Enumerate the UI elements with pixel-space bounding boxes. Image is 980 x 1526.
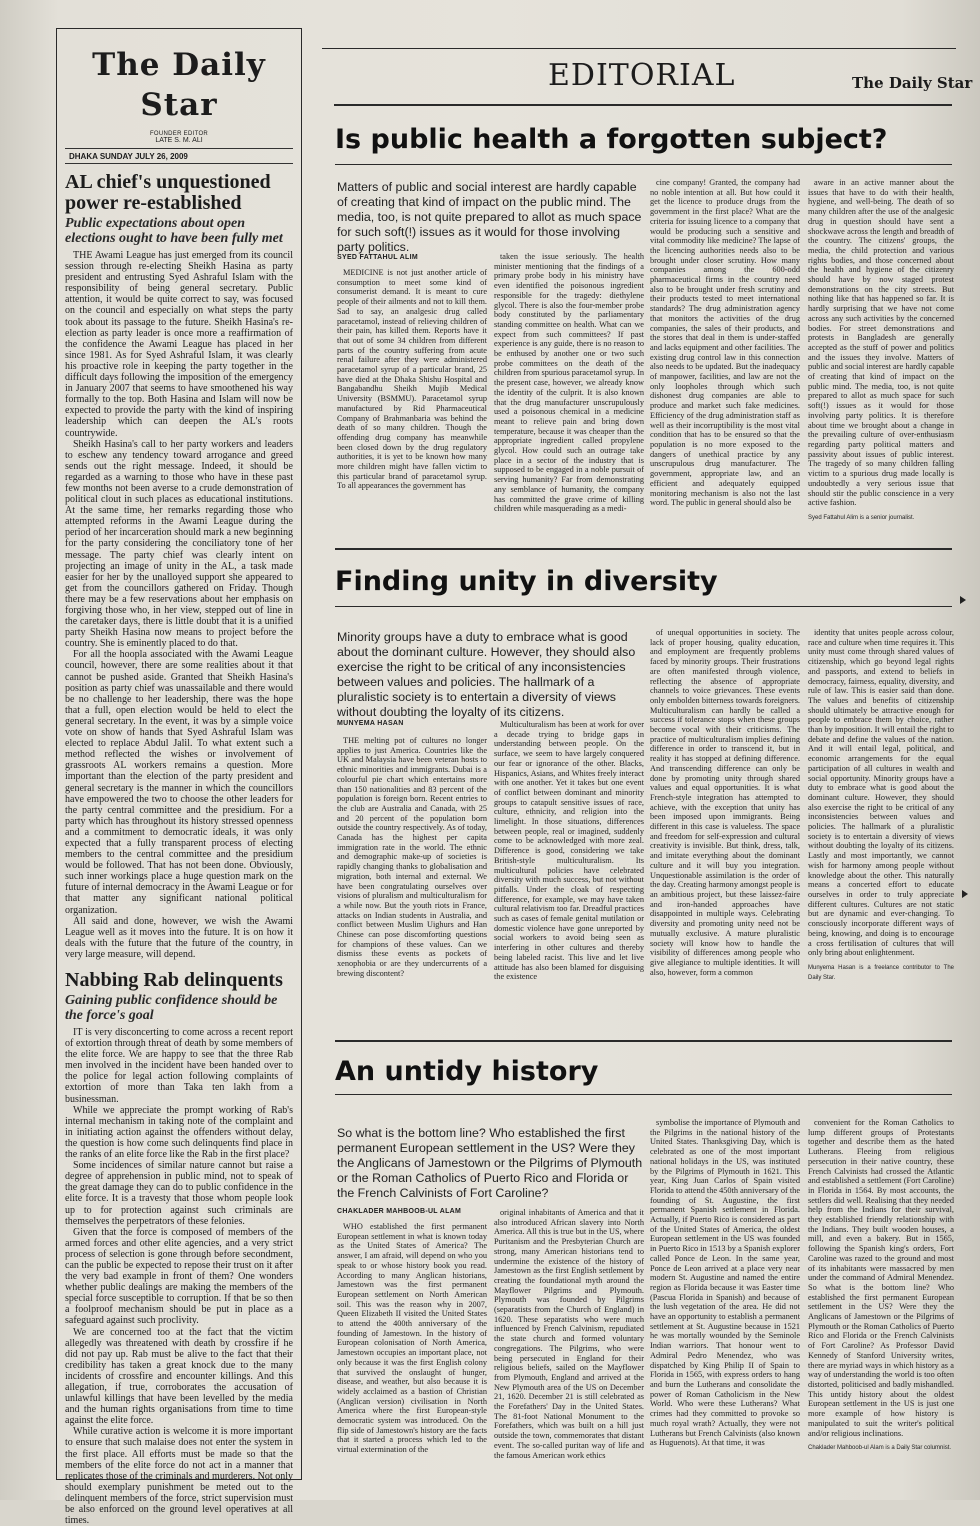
header-bottom-rule — [334, 104, 952, 106]
article-byline: SYED FATTAHUL ALIM — [337, 254, 418, 261]
article-standfirst: So what is the bottom line? Who established the first permanent European settlement in the US? Were they the Anglicans of Jamestown or the Pilgrims of Plymouth or the Roman Catholics of Puerto Rico and Florida or the French Calvinists of Fort Caroline? — [337, 1126, 643, 1200]
article-standfirst: Matters of public and social interest are hardly capable of creating that kind of impact on the public mind. The media, too, is not quite prepared to allot as much space for such soft(!) issues as it would for those involving party politics. — [337, 180, 642, 254]
article-column — [650, 628, 800, 1026]
article-rule — [335, 606, 952, 607]
article-rule — [335, 1094, 952, 1095]
editorial-paragraph: IT is very disconcerting to come across a recent report of extortion through threat of death by some members of the elite force. We are happy to see that the three Rab men involved in the incident have been handed over to the police for legal action following complaints of extortion of more than Taka ten lakh from a businessman. — [65, 1027, 293, 1105]
editorial-headline: AL chief's unquestioned power re-established — [65, 171, 271, 214]
editorial-body — [65, 250, 293, 960]
editorial-paragraph: Sheikh Hasina's call to her party workers and leaders to eschew any tendency toward arrogance and greed sends out the right message. Indeed, it should be regarded as a warning to those who have in these past few months not been averse to a crude demonstration of political clout in such places as educational institutions. At the same time, her remarks regarding those who attempted reforms in the Awami League during the period of her incarceration should mark a new beginning for the party considering the conciliatory tone of her message. The party chief was clearly intent on projecting an image of unity in the AL, a task made easier for her by the unalloyed support she appeared to get from the councillors gathered on Friday. Though there may be a few reservations about her emphasis on forgiving those who, in her view, stepped out of line in the caretaker days, there is little doubt that it is a unified party Sheikh Hasina now means to project before the country. She is eminently placed to do that. — [65, 438, 293, 650]
column-text: WHO established the first permanent European settlement in what is known today as the United States of America? The answer, I am afraid, will depend on who you speak to or whose history book you read. According to many Anglican historians, Jamestown was the first permanent European settlement on North American soil. This was the reason why in 2007, Queen Elizabeth II visited the United States to attend the 400th anniversary of the founding of Jamestown. In the history of European colonisation of North America, Jamestown occupies an important place, not only because it was the first English colony that survived the onslaught of hunger, disease, and weather, but also because it is widely acclaimed as a bastion of Christian (Anglican version) civilisation in North America where the first European-style democratic system was introduced. On the flip side of Jamestown's history are the facts that it started a process which led to the virtual extermination of the — [337, 1222, 487, 1455]
editorial-paragraph: We are concerned too at the fact that the victim allegedly was threatened with death by crossfire if he did not pay up. Rab must be alive to the fact that their credibility has taken a great knock due to the many incidents of crossfire and encounter killings. And this allegation, if true, corroborates the accusation of unlawful killings that have been levelled by the media and the human rights organisations from time to time against the elite force. — [65, 1326, 293, 1427]
article-column — [494, 252, 644, 534]
column-text: symbolise the importance of Plymouth and the Pilgrims in the national history of the United States. Thanksgiving Day, which is celebrated as one of the most important national holidays in the US, was instituted by the Pilgrims of Plymouth in 1621. This year, King Juan Carlos of Spain visited Florida to attend the 450th anniversary of the founding of St. Augustine, the first permanent Spanish settlement in Florida. Actually, if Puerto Rico is considered as part of the United States of America, the oldest European settlement in the US was founded in Puerto Rico in 1513 by a Spanish explorer called Ponce de Leon. In the same year, Ponce de Leon arrived at a place very near modern St. Augustine and named the entire region as Florida because it was Easter time (Pascua Florida in Spanish) and because of the lush vegetation of the area. He did not have an opportunity to establish a permanent settlement at St. Augustine because in 1521 he was mortally wounded by the Seminole Indian warriors. That honour went to Admiral Pedro Menendez, who was dispatched by King Philip II of Spain to Florida in 1565, with express orders to hang and burn the Lutherans and consolidate the power of Roman Catholicism in the New World. Who were these Lutherans? What crimes had they committed to provoke so much royal wrath? Actually, they were not Lutherans but French Calvinists (also known as Huguenots). At that time, it was — [650, 1118, 800, 1448]
article-column — [808, 178, 954, 534]
column-text: Multiculturalism has been at work for over a decade trying to bridge gaps in understanding between people. On the surface, we seem to have largely conquered our fear or ignorance of the other. Blacks, Hispanics, Asians, and Whites freely interact with one another. Yet it takes but one event of conflict between dominant and minority groups to catapult sensitive issues of race, culture, ethnicity, and religion into the limelight. In those situations, differences between people, real or imagined, suddenly come to be acknowledged with more zeal. Difference is good, considering we take British-style multiculturalism. Its multicultural policies have celebrated diversity with much success, but not without pitfalls. Under the cloak of respecting difference, for example, we may have taken cultural relativism too far. Dreadful practices such as cases of female genital mutilation or domestic violence have gone unreported by social workers to avoid being seen as interfering in other cultures and thereby being labeled racist. This live and let live attitude has also been blamed for disguising the existence — [494, 720, 644, 982]
editorial-subhead: Gaining public confidence should be the force's goal — [65, 993, 278, 1023]
author-note: Chaklader Mahboob-ul Alam is a Daily Star columnist. — [808, 1445, 952, 1452]
article-title: Is public health a forgotten subject? — [335, 124, 888, 155]
article-column — [808, 1118, 954, 1480]
article-column — [337, 736, 487, 1026]
article-column — [808, 628, 954, 1026]
founder-label: FOUNDER EDITOR — [149, 131, 209, 137]
article-byline: CHAKLADER MAHBOOB-UL ALAM — [337, 1208, 462, 1215]
header-top-rule — [322, 48, 956, 49]
editorial-paragraph: THE Awami League has just emerged from its council session through re-electing Sheikh Hasina as party president and entrusting Syed Ashraful Islam with the responsibility of being general secretary. Public attention, it would be quite correct to say, was focused on the council and especially on what steps the party took about its passage to the future. Sheikh Hasina's re-election as party leader is once more a reaffirmation of the confidence the Awami League has placed in her since 1981. As for Syed Ashraful Islam, it was clearly his proactive role in keeping the party together in the difficult days following the imposition of the emergency in January 2007 that seems to have smoothened his way formally to the top. Both Hasina and Islam will now be expected to provide the party with the kind of inspiring leadership which can deepen the AL's roots countrywide. — [65, 250, 293, 439]
editorial-paragraph: Some incidences of similar nature cannot but raise a degree of apprehension in public mind, not to speak of the great damage they can do to public confidence in the elite force. It is a travesty that those whom people look up to for protection against such criminals are themselves the perpetrators of these felonies. — [65, 1160, 293, 1227]
article-rule — [335, 164, 952, 165]
editorial-body — [65, 1027, 293, 1526]
article-column — [650, 178, 800, 534]
column-text: identity that unites people across colour, race and culture when time requires it. This unity must come through shared values of citizenship, which go beyond legal rights and passports, and extend to beliefs in democracy, fairness, equality, diversity, and rule of law. This is easier said than done. The values and benefits of citizenship should ultimately be attractive enough for people to embrace them by choice, rather than by imposition. It will entail the right to debate and define the values of the nation. And it will entail legal, political, and economic arrangements for the equal participation of all cultures in wealth and social opportunity. Minority groups have a duty to embrace what is good about the dominant culture. However, they should also exercise the right to be critical of any inconsistencies between values and policies. The hallmark of a pluralistic society is to entertain a diversity of views without doubting the loyalty of its citizens. Lastly and most importantly, we cannot wish for harmony among people without knowledge about the other. This naturally means a concerted effort to educate ourselves in order to truly appreciate different cultures. Cultures are not static but are dynamic and ever-changing. To consciously incorporate different ways of being, knowing, and doing is to encourage a cross fertilisation of cultures that will only bring about enlightenment. — [808, 628, 954, 958]
editorial-paragraph: While curative action is welcome it is more important to ensure that such malaise does not enter the system in the first place. All efforts must be made so that the members of the elite force do not act in a manner that replicates those of the criminals and murderers. Not only should exemplary punishment be meted out to the delinquent members of the force, strict supervision must be also enforced on the ground level operatives at all times. — [65, 1426, 293, 1526]
article-column — [337, 268, 487, 534]
article-column — [494, 1208, 644, 1480]
article-byline: MUNYEMA HASAN — [337, 720, 404, 727]
column-text: taken the issue seriously. The health minister mentioning that the findings of a primary probe body in his ministry have even identified the poisonous ingredient responsible for the tragedy: diethylene glycol. There is also the four-member probe body constituted by the parliamentary standing committee on health. What can we expect from such committees? If past experience is any guide, there is no reason to be enthused by another one or two such probe committees on the death of the children from spurious paracetamol syrup. In the present case, however, we already know the identity of the culprit. It is also known that the drug manufacturer unscrupulously used a poisonous chemical in a medicine meant to relieve pain and bring down temperature, because it was cheaper than the appropriate ingredient called propylene glycol. How could such an outrage take place in a sector of the industry that is supposed to be engaged in a noble pursuit of serving humanity? Far from demonstrating any semblance of humanity, the company has committed the grave crime of killing children while masquerading as a medi- — [494, 252, 644, 514]
editorial-one — [65, 172, 293, 960]
founder-name: LATE S. M. ALI — [155, 137, 203, 144]
column-text: of unequal opportunities in society. The lack of proper housing, quality education, and employment are frequently problems faced by minority groups. Their frustrations are often manifested through violence, reflecting the absence of appropriate channels to voice grievances. These events only embolden bitterness towards foreigners. Multiculturalism can hardly be called a success if tolerance stops when these groups become vocal with their criticisms. The practice of multiculturalism implies defining difference in order to transcend it, but in reality it has stopped at defining difference. And transcending difference can only be done by promoting unity through shared values and equal opportunities. It is what French-style integration has attempted to achieve, with the exception that unity has been imposed upon immigrants. Being different in this case is valueless. The space and freedom for self-expression and cultural creativity is invisible. But think, dress, talk, and imitate everything about the dominant culture and it will buy you integration. Unquestionable assimilation is the order of the day. Creating harmony amongst people is an ambitious project, but these laissez-faire and iron-handed approaches have disappointed in multiple ways. Celebrating diversity and promoting unity need not be mutually exclusive. A mature pluralistic society will know how to handle the visibility of differences among people who give allegiance to multiple identities. It will also, however, form a common — [650, 628, 800, 977]
column-text: original inhabitants of America and that it also introduced African slavery into North America. All this is true but in the US, where Puritanism and the Presbyterian Church are strong, many American historians tend to undermine the existence of the history of Jamestown as the first English settlement by creating the foundational myth around the Mayflower Pilgrims and Plymouth. Plymouth was founded by Pilgrims (separatists from the Church of England) in 1620. These separatists who were much influenced by French Calvinism, repudiated the state church and formed voluntary congregations. The Pilgrims, who were being persecuted in England for their religious beliefs, sailed on the Mayflower from Plymouth, England and arrived at the New Plymouth area of the US on December 21, 1620. December 21 is still celebrated as the Forefathers' Day in the United States. The 81-foot National Monument to the Forefathers, which was built on a hill just outside the town, commemorates that distant event. The so-called puritan way of life and the famous American work ethics — [494, 1208, 645, 1460]
article-divider — [335, 548, 952, 550]
masthead-logo: The Daily Star — [92, 47, 266, 123]
article-standfirst: Minority groups have a duty to embrace what is good about the dominant culture. However, they should also exercise the right to be critical of any inconsistencies between values and policies. The hallmark of a pluralistic society is to entertain a diversity of views without doubting the loyalty of its citizens. — [337, 630, 636, 719]
column-text: cine company! Granted, the company had no noble intention at all. But how could it get the licence to produce drugs from the government in the first place? What are the criteria for issuing licence to a company that would be producing such a sensitive and vital commodity like medicine? The lapse of the licencing authorities needs also to be brought under closer scrutiny. How many companies among the 600-odd pharmaceutical firms in the country need also to be brought under fresh scrutiny and their products tested to meet international standards? The drug administration agency that monitors the activities of the drug companies, the sales of their products, and the stores that deal in them is under-staffed and lacks equipment and other facilities. The existing drug control law in this connection also needs to be updated. But the inadequacy of manpower, facilities, and law are not the only loopholes through which such dishonest drug companies are able to produce and market such fake medicines. Efficiency of the drug administration staff as well as their incorruptibility is the most vital condition that has to be ensured so that the population is no more exposed to the dangers of unethical practice by any unscrupulous drug manufacturer. The government, appropriate law, and an efficient and adequately equipped monitoring mechanism is also not the last word. The public in general should also be — [650, 178, 800, 508]
section-title: EDITORIAL — [548, 58, 736, 93]
author-note: Munyema Hasan is a freelance contributor to The Daily Star. — [808, 964, 954, 981]
margin-arrow-icon — [960, 596, 966, 604]
column-text: aware in an active manner about the issues that have to do with their health, hygiene, and well-being. The death of so many children after the use of the analgesic drug in question should have sent a shockwave across the length and breadth of the country. The citizens' groups, the media, the child protection and various rights bodies, and those concerned about the health and hygiene of the citizenry should have by now staged protest demonstrations on the city streets. But nothing like that has happened so far. It is hardly surprising that we have not come across any such activities by the concerned bodies. For street demonstrations and protests in Bangladesh are generally accepted as the stuff of power and politics and the issues they involve. Matters of public and social interest are hardly capable of creating that kind of impact on the public mind. The media, too, is not quite prepared to allot as much space for such soft(!) issues as it would for those involving party politics. It is therefore about time we brought about a change in the prevailing culture of over-enthusiasm regarding party political matters and passivity about issues of public interest. The tragedy of so many children falling victim to a spurious drug made locally is undoubtedly a very serious issue that should stir the public conscience in a very active fashion. — [808, 178, 954, 508]
editorial-headline: Nabbing Rab delinquents — [65, 969, 283, 991]
editorial-paragraph: While we appreciate the prompt working of Rab's internal mechanism in taking note of the complaint and in initiating action against the offenders without delay, the question is how come such delinquents find place in the ranks of an elite force like the Rab in the first place? — [65, 1104, 293, 1161]
column-text: THE melting pot of cultures no longer applies to just America. Countries like the UK and Malaysia have been veteran hosts to ethnic minorities and immigrants. Dubai is a colourful pie chart which entertains more than 150 nationalities and 83 percent of the population is foreign born. Recent entries to the club are Australia and Canada, with 25 and 20 percent of the population born outside the country respectively. As of today, Canada has the highest per capita immigration rate in the world. The ethnic and demographic make-up of societies is rapidly changing thanks to globalisation and migration, both internal and external. We have been congratulating ourselves over visions of pluralism and multiculturalism for a while now. But the youth riots in France, attacks on Indian students in Australia, and conflict between Muslim Uighurs and Han Chinese can pose discomforting questions for champions of these values. Can we dismiss these events as pockets of xenophobia or are they undercurrents of a brewing discontent? — [337, 736, 487, 978]
editorial-two — [65, 970, 293, 1526]
column-text: convenient for the Roman Catholics to lump different groups of Protestants together and describe them as the hated Lutherans. Fleeing from religious persecution in their native country, these French Calvinists had crossed the Atlantic and established a settlement (Fort Caroline) in Florida in 1564. By most accounts, the settlers did well. Realising that they needed help from the Indians for their survival, they established friendly relationship with the Indians. They built wooden houses, a mill, and even a bakery. But in 1565, following the Spanish king's orders, Fort Caroline was razed to the ground and most of its inhabitants were massacred by men under the command of Admiral Menendez. So what is the bottom line? Who established the first permanent European settlement in the US? Were they the Anglicans of Jamestown or the Pilgrims of Plymouth or the Roman Catholics of Puerto Rico and Florida or the French Calvinists of Fort Caroline? As Professor David Kennedy of Stanford University writes, there are myriad ways in which history as a way of understanding the world is too often distorted, politicised and badly mishandled. This untidy history about the oldest European settlement in the US is just one more example of how history is manipulated to suit the writer's political and/or religious inclinations. — [808, 1118, 954, 1438]
column-text: MEDICINE is not just another article of consumption to meet some kind of consumerist demand. It is meant to cure people of their ailments and not to kill them. Sad to say, an analgesic drug called paracetamol, instead of relieving children of their pain, has killed them. Reports have it that out of some 34 children from different parts of the country suffering from acute renal failure after they were administered paracetamol syrup of a particular brand, 25 have died at the Dhaka Shishu Hospital and Bangabandhu Sheikh Mujib Medical University (BSMMU). Paracetamol syrup manufactured by Rid Pharmaceutical Company of Brahmanbaria was behind the death of so many children. Though the offending drug company has meanwhile been closed down by the drug regulatory authorities, it is yet to be known how many more children might have fallen victim to this particular brand of paracetamol syrup. To all appearances the government has — [337, 268, 487, 491]
editorial-paragraph: Given that the force is composed of members of the armed forces and other elite agencies, and a very strict process of selection is gone through before secondment, can the public be expected to repose their trust on it after the very bad example in front of them? One wonders whether public dealings are making the members of the special force susceptible to corruption. If that be so then a foolproof mechanism should be put in place as a safeguard against such proclivity. — [65, 1226, 293, 1327]
margin-arrow-icon — [962, 890, 968, 898]
article-title: Finding unity in diversity — [335, 566, 718, 597]
article-column — [337, 1222, 487, 1480]
small-masthead-logo: The Daily Star — [852, 74, 973, 92]
article-column — [650, 1118, 800, 1480]
editorial-paragraph: For all the hoopla associated with the Awami League council, however, there are some realities about it that cannot be pushed aside. Granted that Sheikh Hasina's position as party chief was unassailable and there would be no challenge to her leadership, there was the hope that a full, open election would be held to elect the general secretary. In the event, it was by a simple voice vote on show of hands that Syed Ashraful Islam was elected to replace Abdul Jalil. To what extent such a method reflected the wishes or involvement of grassroots AL workers remains a question. More important than the election of the party president and general secretary is the manner in which the councillors have empowered the two to choose the other leaders for the party central committee and the presidium. For a party which has throughout its history stressed openness and a commitment to democratic ideals, it was only expected that a fully transparent process of electing members to the central committee and the presidium would be followed. That has not been done. Obviously, such inner workings place a huge question mark on the future of internal democracy in the Awami League or for that matter any significant national political organization. — [65, 649, 293, 916]
left-editorial-column — [56, 28, 302, 1526]
dateline: DHAKA SUNDAY JULY 26, 2009 — [65, 148, 293, 164]
editorial-paragraph: All said and done, however, we wish the Awami League well as it moves into the future. It is on how it deals with the future that the future of the country, in very large measure, will depend. — [65, 915, 293, 960]
article-title: An untidy history — [335, 1056, 599, 1087]
editorial-subhead: Public expectations about open elections ought to have been fully met — [65, 216, 283, 246]
article-divider — [335, 1040, 952, 1042]
article-column — [494, 720, 644, 1026]
author-note: Syed Fattahul Alim is a senior journalist. — [808, 514, 915, 521]
